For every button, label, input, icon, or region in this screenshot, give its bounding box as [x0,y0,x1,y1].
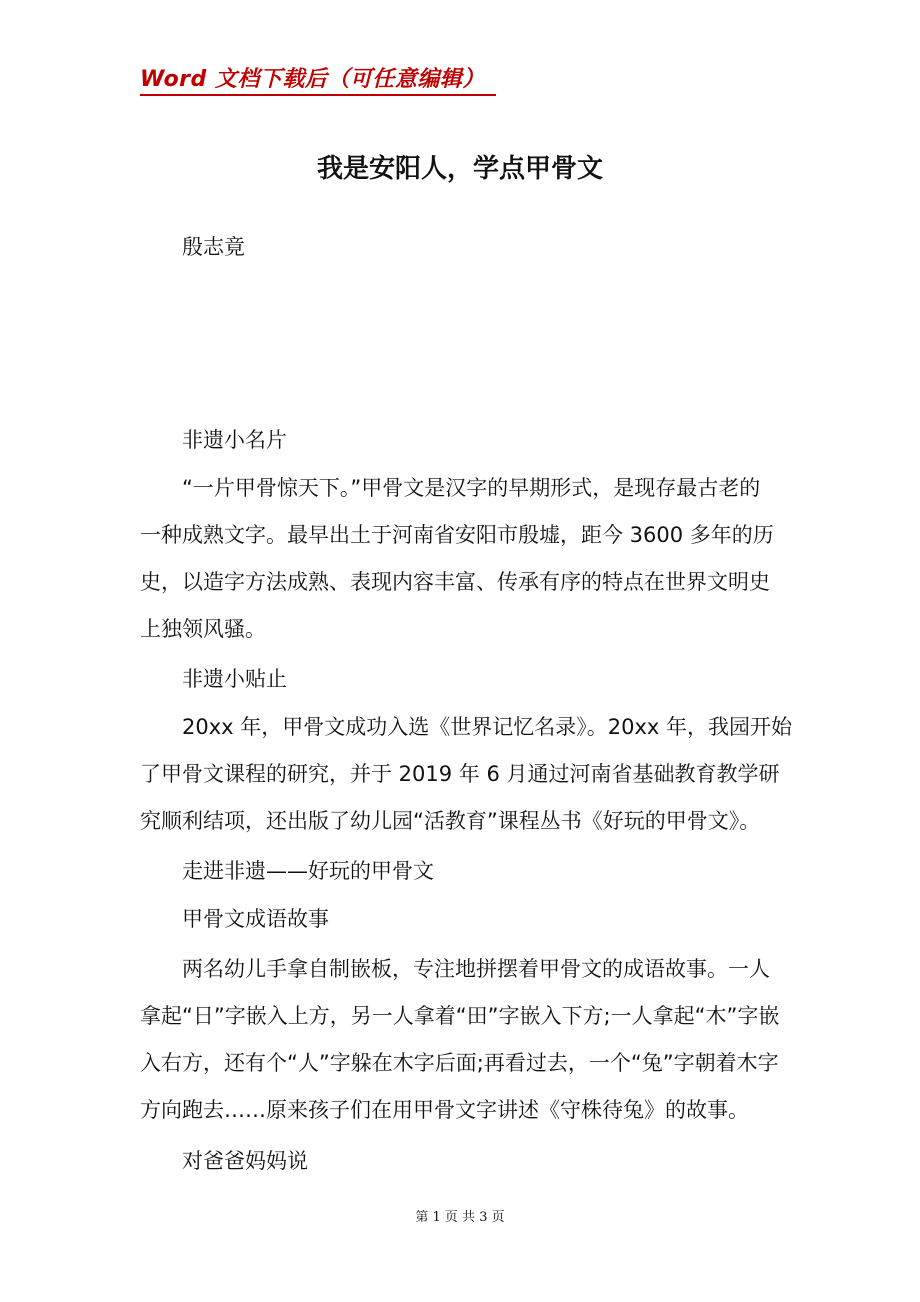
section-heading: 甲骨文成语故事 [182,907,329,931]
paragraph-line: 入右方，还有个“人”字躲在木字后面;再看过去，一个“兔”字朝着木字 [140,1051,779,1075]
paragraph-line: 方向跑去……原来孩子们在用甲骨文字讲述《守株待兔》的故事。 [140,1098,749,1122]
document-title: 我是安阳人，学点甲骨文 [316,154,603,184]
paragraph-line: 一种成熟文字。最早出土于河南省安阳市殷墟，距今 3600 多年的历 [140,523,774,547]
paragraph-line: 20xx 年，甲骨文成功入选《世界记忆名录》。20xx 年，我园开始 [182,715,793,739]
header-text: Word 文档下载后（可任意编辑） [140,67,485,92]
section-heading: 走进非遗——好玩的甲骨文 [182,859,434,883]
paragraph-line: “一片甲骨惊天下。”甲骨文是汉字的早期形式，是现存最古老的 [182,476,761,500]
document-body [140,0,793,1200]
paragraph-line: 两名幼儿手拿自制嵌板，专注地拼摆着甲骨文的成语故事。一人 [182,957,770,981]
paragraph-line: 了甲骨文课程的研究，并于 2019 年 6 月通过河南省基础教育教学研 [140,762,780,786]
paragraph-line: 拿起“日”字嵌入上方，另一人拿着“田”字嵌入下方;一人拿起“木”字嵌 [140,1004,780,1028]
paragraph-line: 究顺利结项，还出版了幼儿园“活教育”课程丛书《好玩的甲骨文》。 [140,809,761,833]
section-heading: 非遗小名片 [182,428,287,452]
section-heading: 对爸爸妈妈说 [182,1149,308,1173]
author-line: 殷志竟 [182,235,245,259]
paragraph-line: 上独领风骚。 [140,617,266,641]
paragraph-line: 史，以造字方法成熟、表现内容丰富、传承有序的特点在世界文明史 [140,570,770,594]
section-heading: 非遗小贴止 [182,667,287,691]
page-footer: 第 1 页 共 3 页 [415,1210,505,1225]
